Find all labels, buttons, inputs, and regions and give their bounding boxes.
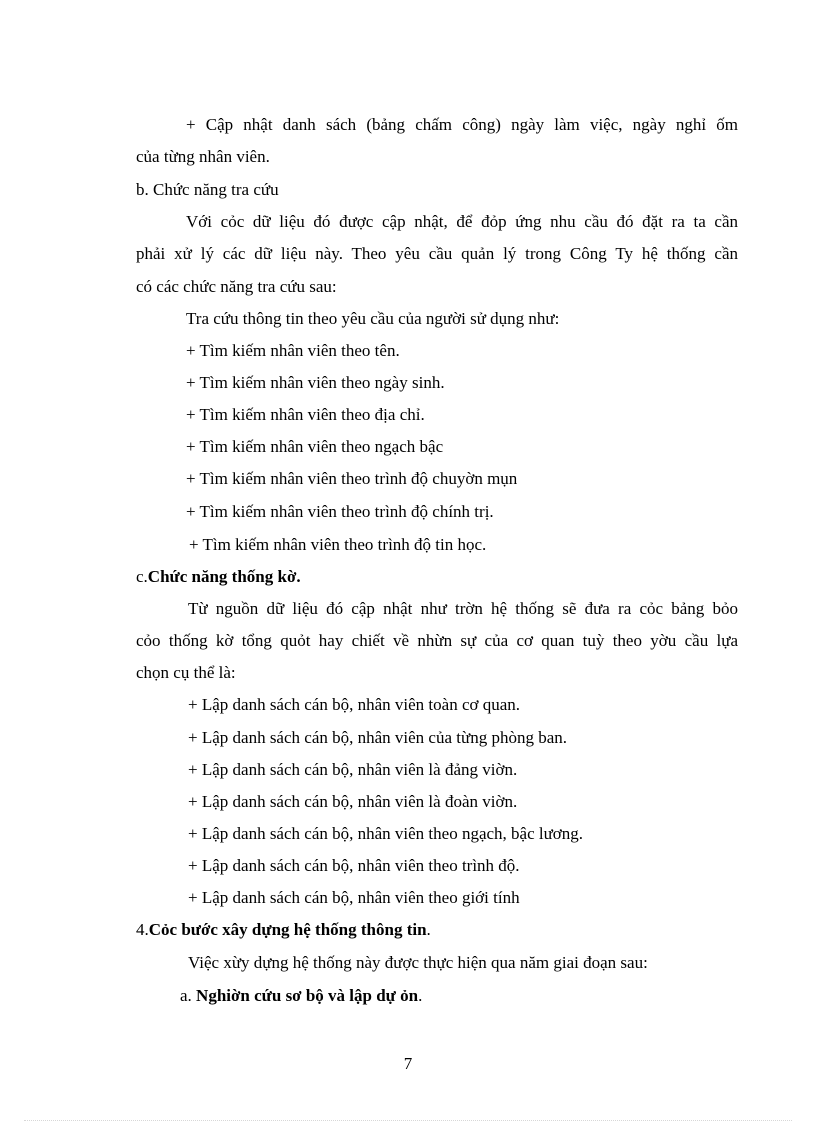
heading-prefix: 4. [136,920,149,939]
list-item: + Tìm kiếm nhân viên theo trình độ tin học. [189,535,487,554]
list-item: + Tìm kiếm nhân viên theo địa chỉ. [186,405,425,424]
list-item: + Lập danh sách cán bộ, nhân viên theo trình độ. [188,856,520,875]
body-line: Việc xừy dựng hệ thống này được thực hiện qua năm giai đoạn sau: [188,953,648,972]
heading-suffix: . [418,986,423,1005]
section-heading-a [180,985,422,1007]
heading-text: Cỏc bước xây dựng hệ thống thông tin [148,920,427,939]
list-item: + Lập danh sách cán bộ, nhân viên theo giới tính [188,888,520,907]
list-item: + Lập danh sách cán bộ, nhân viên là đảng viờn. [188,760,518,779]
list-item: + Tìm kiếm nhân viên theo trình độ chính trị. [186,502,494,521]
list-item: + Lập danh sách cán bộ, nhân viên là đoàn viờn. [188,792,518,811]
body-line: của từng nhân viên. [136,147,270,166]
body-line: + Cập nhật danh sách (bảng chấm công) ngày làm việc, ngày nghỉ ốm [186,115,738,134]
heading-prefix: c. [136,567,148,586]
section-heading-c [136,566,301,588]
heading-suffix: . [426,920,431,939]
list-item: + Tìm kiếm nhân viên theo tên. [186,341,400,360]
list-item: + Tìm kiếm nhân viên theo trình độ chuyờn mụn [186,469,518,488]
section-heading-4 [136,919,431,941]
heading-text: Nghiờn cứu sơ bộ và lập dự ỏn [196,986,419,1005]
section-heading-b: b. Chức năng tra cứu [136,180,279,199]
body-line: phải xử lý các dữ liệu này. Theo yêu cầu quản lý trong Công Ty hệ thống cần [136,244,738,263]
heading-prefix: a. [180,986,197,1005]
body-line: Tra cứu thông tin theo yêu cầu của người sử dụng như: [186,309,560,328]
body-line: Từ nguồn dữ liệu đó cập nhật như trờn hệ thống sẽ đưa ra cỏc bảng bỏo [188,599,738,618]
body-line: có các chức năng tra cứu sau: [136,277,337,296]
list-item: + Lập danh sách cán bộ, nhân viên theo ngạch, bậc lương. [188,824,584,843]
body-line: chọn cụ thể là: [136,663,236,682]
page-bottom-divider [24,1120,792,1121]
body-line: cỏo thống kờ tổng quỏt hay chiết về nhừn sự của cơ quan tuỳ theo yờu cầu lựa [136,631,738,650]
list-item: + Lập danh sách cán bộ, nhân viên của từng phòng ban. [188,728,567,747]
body-line: Với cỏc dữ liệu đó được cập nhật, để đỏp ứng nhu cầu đó đặt ra ta cần [186,212,738,231]
list-item: + Tìm kiếm nhân viên theo ngạch bậc [186,437,444,456]
list-item: + Lập danh sách cán bộ, nhân viên toàn cơ quan. [188,695,521,714]
heading-text: Chức năng thống kờ. [147,567,301,586]
page-number: 7 [403,1054,413,1073]
list-item: + Tìm kiếm nhân viên theo ngày sinh. [186,373,445,392]
